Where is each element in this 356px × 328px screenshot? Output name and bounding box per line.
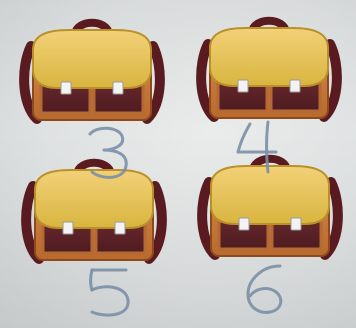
bag-icon xyxy=(194,14,344,124)
handwritten-number xyxy=(70,118,160,188)
handwritten-number xyxy=(222,112,312,182)
digit-4-glyph xyxy=(222,112,312,182)
bag-icon xyxy=(17,16,167,126)
handwritten-number xyxy=(70,256,160,326)
handwritten-number xyxy=(226,252,316,322)
digit-3-glyph xyxy=(70,118,160,188)
digit-6-glyph xyxy=(226,252,316,322)
digit-5-glyph xyxy=(70,256,160,326)
